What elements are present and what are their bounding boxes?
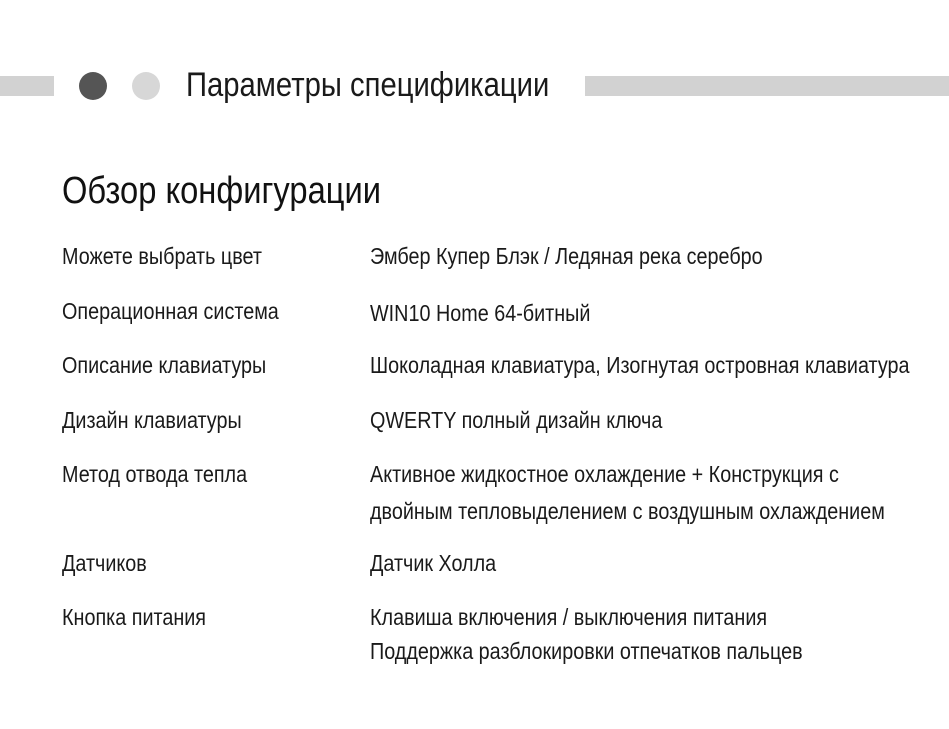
spec-value-color: Эмбер Купер Блэк / Ледяная река серебро (370, 243, 763, 269)
section-title: Обзор конфигурации (62, 170, 381, 212)
spec-label-keyboard-description: Описание клавиатуры (62, 352, 267, 378)
light-dot-icon (132, 72, 160, 100)
spec-value-keyboard-description: Шоколадная клавиатура, Изогнутая островная клавиатура (370, 352, 910, 378)
spec-label-power-button: Кнопка питания (62, 604, 207, 630)
spec-value-os: WIN10 Home 64-битный (370, 300, 591, 326)
spec-value-cooling-line-2: двойным тепловыделением с воздушным охлаждением (370, 498, 885, 524)
spec-value-power-button-line-1: Клавиша включения / выключения питания (370, 604, 768, 630)
header-decoration-bar-right (585, 76, 949, 96)
spec-value-power-button-line-2: Поддержка разблокировки отпечатков пальцев (370, 638, 803, 664)
header-decoration-bar-left (0, 76, 54, 96)
dark-dot-icon (79, 72, 107, 100)
spec-label-keyboard-design: Дизайн клавиатуры (62, 407, 242, 433)
page-title: Параметры спецификации (186, 66, 550, 104)
spec-label-color: Можете выбрать цвет (62, 243, 262, 269)
spec-value-cooling-line-1: Активное жидкостное охлаждение + Конструкция с (370, 461, 839, 487)
spec-label-cooling: Метод отвода тепла (62, 461, 248, 487)
spec-value-keyboard-design: QWERTY полный дизайн ключа (370, 407, 663, 433)
spec-label-os: Операционная система (62, 298, 279, 324)
spec-value-sensors: Датчик Холла (370, 550, 497, 576)
spec-label-sensors: Датчиков (62, 550, 147, 576)
